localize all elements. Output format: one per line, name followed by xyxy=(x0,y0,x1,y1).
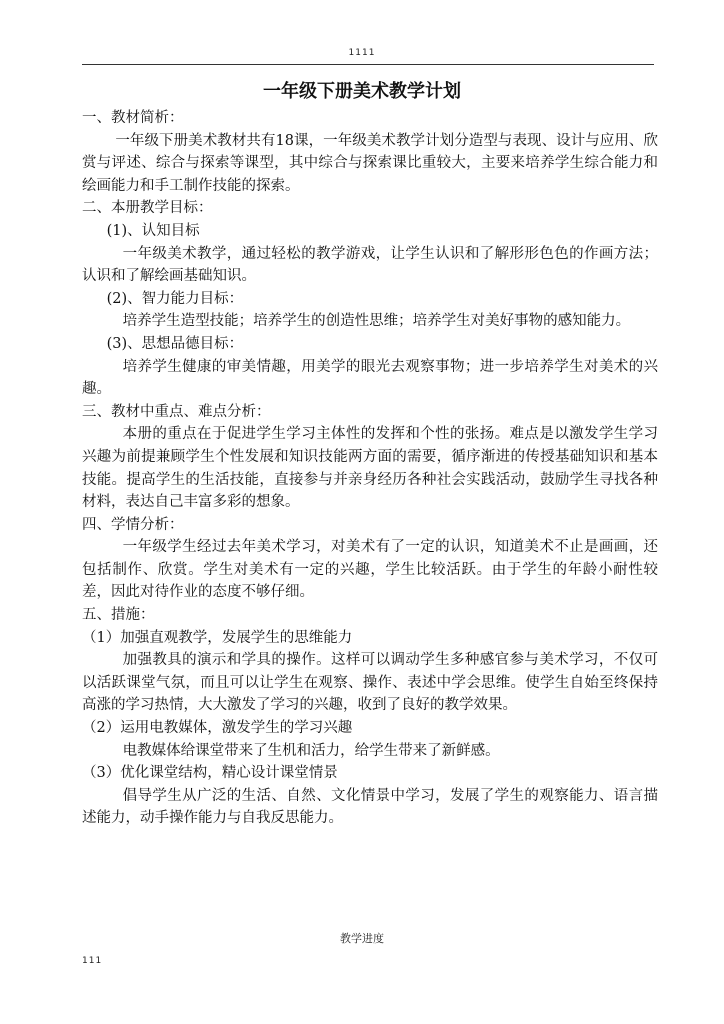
paragraph: 一年级学生经过去年美术学习，对美术有了一定的认识，知道美术不止是画画，还包括制作、欣赏。学生对美术有一定的兴趣，学生比较活跃。由于学生的年龄小耐性较差，因此对待作业的态度不够仔细。 xyxy=(82,539,658,601)
subheading: (1)、认知目标 xyxy=(106,222,200,239)
header-rule xyxy=(82,64,654,65)
subheading: （2）运用电教媒体，激发学生的学习兴趣 xyxy=(82,720,353,737)
paragraph: 一年级美术教学，通过轻松的教学游戏，让学生认识和了解形形色色的作画方法；认识和了解绘画基础知识。 xyxy=(82,245,658,285)
document-title: 一年级下册美术教学计划 xyxy=(263,81,461,102)
section-heading-5: 五、措施： xyxy=(82,607,155,624)
subheading: （3）优化课堂结构，精心设计课堂情景 xyxy=(82,765,338,782)
running-header: 1111 xyxy=(348,48,376,58)
section-heading-2: 二、本册教学目标： xyxy=(82,200,213,217)
subheading: (2)、智力能力目标： xyxy=(106,290,244,307)
subheading: (3)、思想品德目标： xyxy=(106,335,244,352)
paragraph: 一年级下册美术教材共有18课，一年级美术教学计划分造型与表现、设计与应用、欣赏与评述、综合与探索等课型，其中综合与探索课比重较大，主要来培养学生综合能力和绘画能力和手工制作技能的探索。 xyxy=(82,132,658,194)
footer-text: 教学进度 xyxy=(340,932,384,945)
paragraph: 培养学生健康的审美情趣，用美学的眼光去观察事物；进一步培养学生对美术的兴趣。 xyxy=(82,358,658,398)
subheading: （1）加强直观教学，发展学生的思维能力 xyxy=(82,629,353,646)
document-body xyxy=(82,107,658,830)
paragraph: 电教媒体给课堂带来了生机和活力，给学生带来了新鲜感。 xyxy=(122,742,500,759)
paragraph: 倡导学生从广泛的生活、自然、文化情景中学习，发展了学生的观察能力、语言描述能力，动手操作能力与自我反思能力。 xyxy=(82,787,658,827)
section-heading-3: 三、教材中重点、难点分析： xyxy=(82,403,271,420)
section-heading-1: 一、教材简析： xyxy=(82,110,184,126)
section-heading-4: 四、学情分析： xyxy=(82,516,184,533)
paragraph: 培养学生造型技能；培养学生的创造性思维；培养学生对美好事物的感知能力。 xyxy=(122,313,631,330)
page-number: 111 xyxy=(82,956,103,966)
paragraph: 本册的重点在于促进学生学习主体性的发挥和个性的张扬。难点是以激发学生学习兴趣为前提兼顾学生个性发展和知识技能两方面的需要，循序渐进的传授基础知识和基本技能。提高学生的生活技能，直接参与并亲身经历各种社会实践活动，鼓励学生寻找各种材料，表达自己丰富多彩的想象。 xyxy=(82,426,658,511)
paragraph: 加强教具的演示和学具的操作。这样可以调动学生多种感官参与美术学习，不仅可以活跃课堂气氛，而且可以让学生在观察、操作、表述中学会思维。使学生自始至终保持高涨的学习热情，大大激发了学习的兴趣，收到了良好的教学效果。 xyxy=(82,652,658,714)
